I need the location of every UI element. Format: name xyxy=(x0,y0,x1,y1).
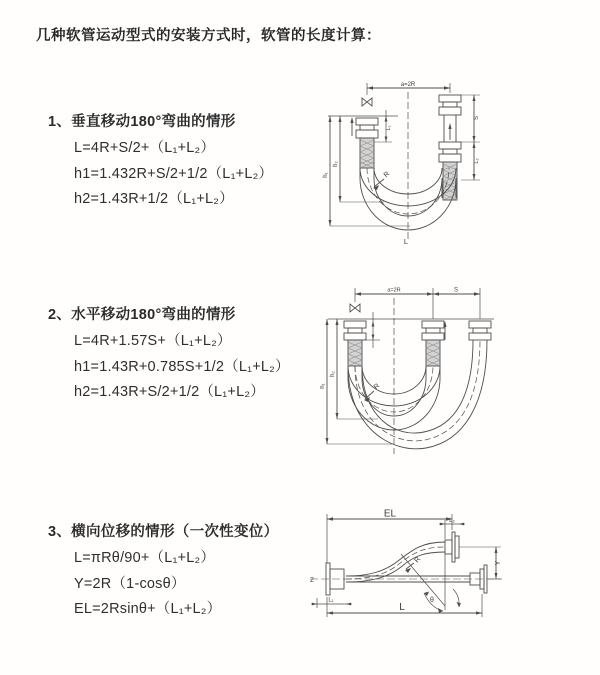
formula-L: L=πRθ/90+（L₁+L₂） xyxy=(74,550,216,566)
dim-label-h2: h₂ xyxy=(330,371,336,377)
valve-icon xyxy=(362,98,372,106)
centerline-z-label: Z xyxy=(310,577,314,584)
valve-icon xyxy=(350,304,360,312)
formula-EL: EL=2Rsinθ+（L₁+L₂） xyxy=(74,601,222,617)
dim-label-a2r: a=2R xyxy=(387,287,401,294)
drawing-lines xyxy=(310,514,502,617)
section-lateral-displacement xyxy=(48,520,278,623)
formula-h1: h1=1.432R+S/2+1/2（L₁+L₂） xyxy=(74,165,274,182)
dim-label-l2: L₂ xyxy=(449,518,455,524)
page-title: 几种软管运动型式的安装方式时，软管的长度计算： xyxy=(36,28,381,44)
diagram-vertical-u-bend xyxy=(322,80,490,250)
dim-label-s: S xyxy=(474,115,480,121)
dim-label-l2: L₂ xyxy=(474,158,480,164)
dim-label-h1: h₁ xyxy=(323,172,329,178)
section-horizontal-movement xyxy=(48,303,290,406)
dim-label-h1: h₁ xyxy=(320,383,326,389)
formula-Y: Y=2R（1-cosθ） xyxy=(74,575,186,592)
dim-label-y: Y xyxy=(495,560,502,566)
formula-L: L=4R+1.57S+（L₁+L₂） xyxy=(74,333,232,349)
section3-formulas xyxy=(74,546,278,623)
formula-h1: h1=1.43R+0.785S+1/2（L₁+L₂） xyxy=(74,358,290,375)
arrowheads xyxy=(312,517,498,614)
drawing-lines xyxy=(328,83,480,240)
length-label: L xyxy=(403,237,409,246)
section2-heading: 2、水平移动180°弯曲的情形 xyxy=(48,307,236,323)
angle-theta-label: θ xyxy=(430,597,434,604)
section-vertical-movement xyxy=(48,110,273,213)
diagram-lateral-displacement xyxy=(302,507,512,635)
dim-label-l1: L₁ xyxy=(328,597,334,604)
section1-heading: 1、垂直移动180°弯曲的情形 xyxy=(48,114,236,130)
dim-label-a2r: a=2R xyxy=(400,82,416,88)
formula-L: L=4R+S/2+（L₁+L₂） xyxy=(74,140,216,156)
section2-formulas xyxy=(74,329,290,406)
radius-label: R xyxy=(372,382,382,392)
section1-formulas xyxy=(74,136,273,213)
section3-heading: 3、横向位移的情形（一次性变位） xyxy=(48,524,279,540)
drawing-lines xyxy=(327,288,494,454)
dim-label-l1: L₁ xyxy=(386,125,392,131)
formula-h2: h2=1.43R+S/2+1/2（L₁+L₂） xyxy=(74,384,265,400)
dim-label-s: S xyxy=(453,287,459,294)
dim-label-h2: h₂ xyxy=(333,161,339,167)
length-label: L xyxy=(399,602,405,613)
radius-label: R xyxy=(413,555,423,565)
diagram-horizontal-u-bend xyxy=(320,282,502,470)
dim-label-el: EL xyxy=(383,508,397,520)
formula-h2: h2=1.43R+1/2（L₁+L₂） xyxy=(74,191,234,207)
arrowheads xyxy=(326,292,481,444)
radius-label: R xyxy=(382,170,392,180)
